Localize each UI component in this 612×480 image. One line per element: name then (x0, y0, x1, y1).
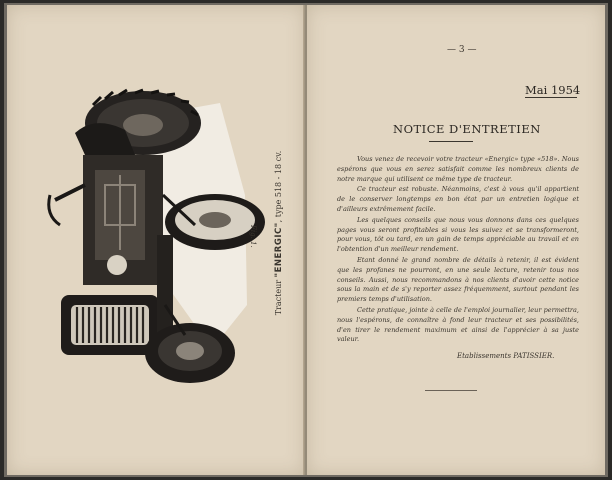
booklet-spread (4, 3, 608, 477)
signature: Etablissements PATISSIER. (457, 352, 555, 360)
page-number: — 3 — (447, 45, 477, 55)
end-rule (425, 390, 477, 391)
paragraph: Vous venez de recevoir votre tracteur «Energic» type «518». Nous espérons que vous en serez satisfait comme les nombreux clients de notre marque qui utilisent ce même type de tracteur. (337, 155, 579, 183)
paragraph: Cette pratique, jointe à celle de l'emploi journalier, leur permettra, nous l'espérons, de connaître à fond leur tracteur et ses possibilités, d'en tirer le rendement maximum et ainsi de l'apprécier à sa juste valeur. (337, 305, 579, 344)
paragraph: Etant donné le grand nombre de détails à retenir, il est évident que les profanes ne pourront, en une seule lecture, retenir tous nos conseils. Aussi, nous recommandons à nos clients d'avoir cette notice sous la main et de s'y reporter assez fréquemment, surtout pendant les premiers temps d'utilisation. (337, 255, 579, 304)
caption-prefix: Tracteur (274, 277, 283, 316)
caption-suffix: , type 518 - 18 cv. (274, 150, 283, 223)
caption-model: "ENERGIC" (274, 222, 284, 278)
right-page (307, 5, 605, 475)
left-page (7, 5, 305, 475)
figure-caption (269, 113, 289, 353)
paragraph: Ce tracteur est robuste. Néanmoins, c'est à vous qu'il appartient de le conserver longtemps en bon état par un entretien logique et d'ailleurs extrêmement facile. (337, 185, 579, 213)
figure-label: Fig. 1. (249, 225, 257, 248)
heading-rule (429, 141, 473, 142)
body-text (337, 155, 579, 346)
tractor-illustration (35, 75, 265, 395)
paragraph: Les quelques conseils que nous vous donnons dans ces quelques pages vous seront profitables si vous les suivez et se transformeront, pour vous, tôt ou tard, en un gain de temps appréciable au travail et en l'obtention d'un meilleur rendement. (337, 215, 579, 254)
page-heading: NOTICE D'ENTRETIEN (393, 122, 541, 136)
tractor-photo (35, 75, 265, 395)
document-date: Mai 1954 (525, 83, 581, 97)
date-underline (525, 97, 577, 98)
